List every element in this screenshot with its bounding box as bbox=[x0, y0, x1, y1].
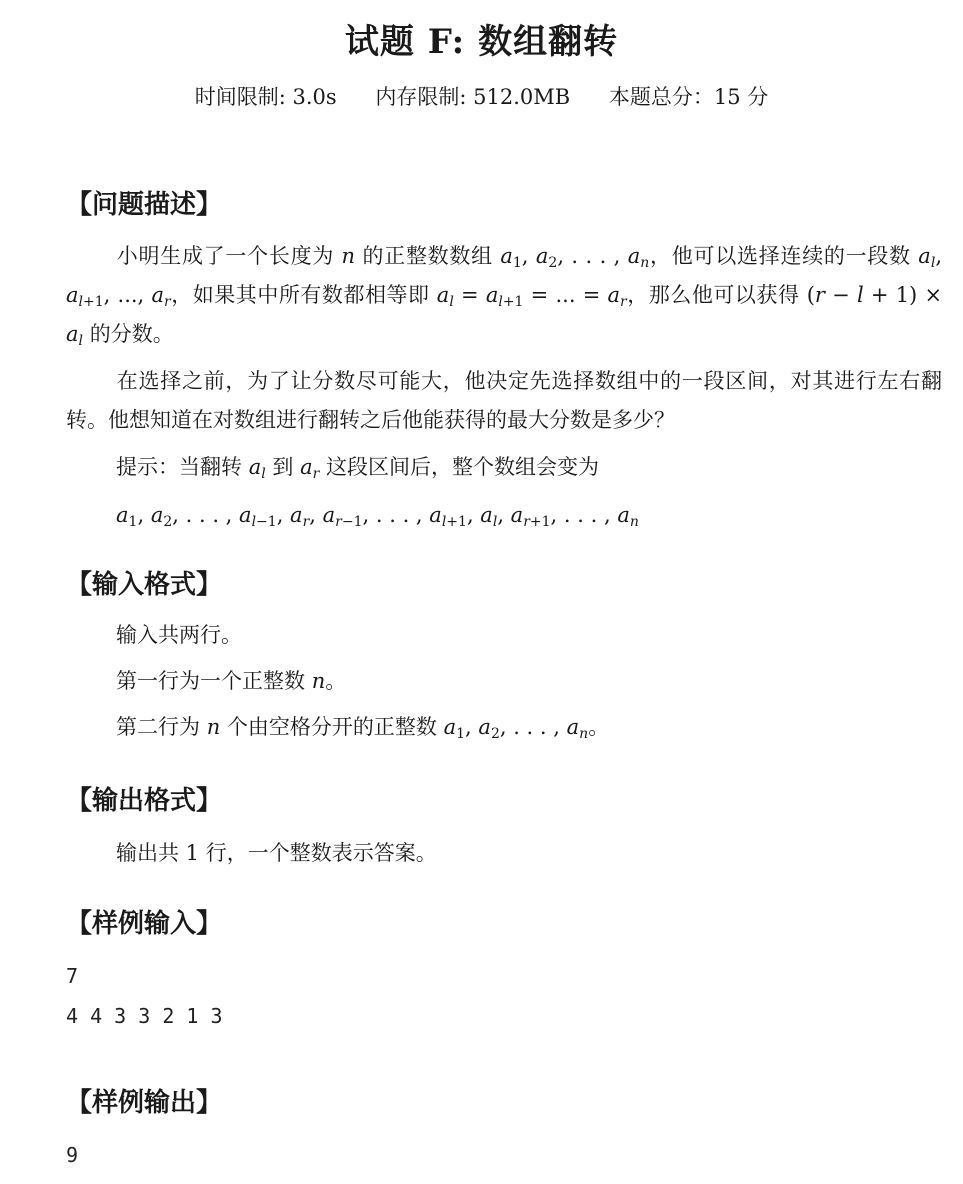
sample-output-line-1: 9 bbox=[66, 1143, 79, 1167]
memory-limit: 内存限制: 512.0MB bbox=[375, 85, 571, 109]
description-hint: 提示：当翻转 $a_l$ 到 $a_r$ 这段区间后，整个数组会变为 bbox=[116, 455, 599, 482]
page-title: 试题 F: 数组翻转 bbox=[344, 22, 619, 62]
section-heading-input: 【输入格式】 bbox=[66, 570, 223, 600]
time-limit: 时间限制: 3.0s bbox=[194, 85, 337, 109]
section-heading-sample-output: 【样例输出】 bbox=[66, 1088, 223, 1118]
problem-meta bbox=[0, 80, 963, 114]
sample-input-line-1: 7 bbox=[66, 964, 79, 988]
input-line-3: 第二行为 n 个由空格分开的正整数 $a_1$, $a_2$, . . . , $a_n$。 bbox=[116, 715, 610, 742]
section-heading-sample-input: 【样例输入】 bbox=[66, 909, 223, 939]
input-line-1: 输入共两行。 bbox=[116, 623, 242, 647]
output-line-1: 输出共 1 行，一个整数表示答案。 bbox=[116, 841, 437, 865]
description-paragraph-2: 在选择之前，为了让分数尽可能大，他决定先选择数组中的一段区间，对其进行左右翻转。他想知道在对数组进行翻转之后他能获得的最大分数是多少？ bbox=[66, 369, 942, 432]
section-heading-description: 【问题描述】 bbox=[66, 190, 223, 220]
input-line-2: 第一行为一个正整数 n。 bbox=[116, 669, 347, 693]
reversed-array-formula: $a_1$, $a_2$, . . . , $a_{l-1}$, $a_r$, $a_{r-1}$, . . . , $a_{l+1}$, $a_l$, $a_{r+1}$, . . . , $a_n$ bbox=[116, 503, 639, 530]
total-score: 本题总分：15 分 bbox=[608, 85, 769, 109]
section-heading-output: 【输出格式】 bbox=[66, 786, 223, 816]
sample-input-line-2: 4 4 3 3 2 1 3 bbox=[66, 1004, 223, 1028]
description-paragraph-1: 小明生成了一个长度为 n 的正整数数组 $a_1$, $a_2$, . . . , $a_n$，他可以选择连续的一段数 $a_l$, $a_{l+1}$, ..., $a_r$，如果其中所有数都相等即 $a_l = a_{l+1}$ = ... = $a_r$，那么他可以获得 $(r - l + 1) \times a_l$ 的分数。 bbox=[66, 244, 943, 349]
